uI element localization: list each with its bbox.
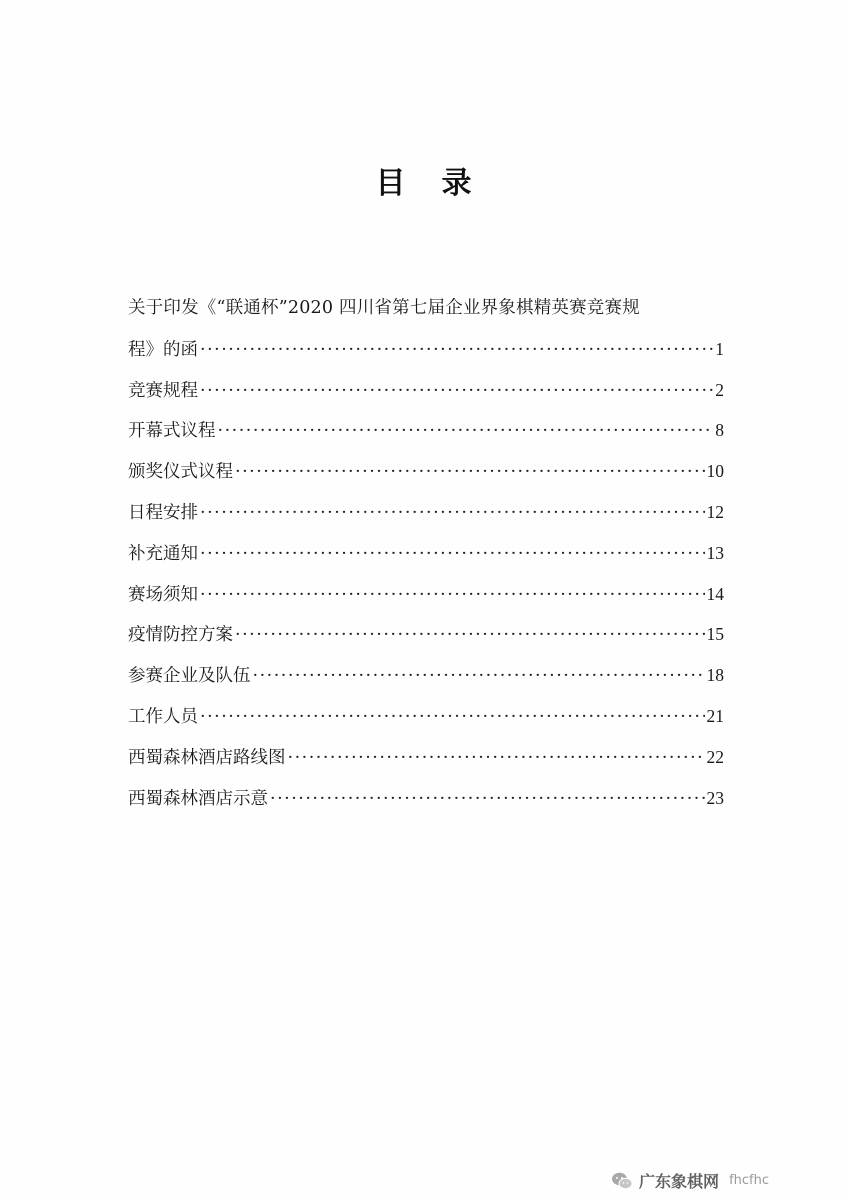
toc-entry [128,574,724,615]
toc-entry-label: 参赛企业及队伍 [128,666,251,687]
toc-leader-dots [200,534,705,575]
toc-entry-0-line1: 关于印发《“联通杯”2020 四川省第七届企业界象棋精英赛竞赛规 [128,298,640,318]
toc-leader-dots [235,615,705,656]
toc-entry-page: 12 [706,501,724,522]
toc-entry [128,451,724,492]
toc-leader-dots [200,697,705,738]
toc-entry-page: 22 [706,746,724,767]
table-of-contents [128,288,724,818]
title-char-2: 录 [441,166,474,201]
toc-entry-page: 2 [715,379,724,400]
toc-entry-label: 疫情防控方案 [128,625,233,646]
toc-leader-dots [200,493,705,534]
title-char-1: 目 [375,166,408,201]
toc-entry-label: 工作人员 [128,706,198,727]
toc-entry-page: 14 [706,583,724,604]
toc-leader-dots [270,779,705,820]
toc-entry [128,696,724,737]
toc-leader-dots [200,330,713,371]
toc-entry-label: 竞赛规程 [128,380,198,401]
toc-entry [128,737,724,778]
watermark [611,1169,769,1192]
toc-entry-label: 补充通知 [128,543,198,564]
toc-leader-dots [235,452,705,493]
toc-entry [128,614,724,655]
page-title [0,158,849,202]
toc-entry [128,370,724,411]
watermark-text: 广东象棋网 [639,1172,720,1191]
toc-entry-page: 1 [715,338,724,359]
toc-entry [128,655,724,696]
toc-entry-label: 颁奖仪式议程 [128,462,233,483]
toc-leader-dots [218,411,714,452]
toc-leader-dots [200,575,705,616]
toc-entry-page: 21 [706,705,724,726]
toc-entry-page: 10 [706,461,724,482]
toc-leader-dots [200,371,713,412]
toc-leader-dots [288,738,705,779]
toc-entry [128,492,724,533]
toc-entry-page: 15 [706,624,724,645]
wechat-icon [611,1171,633,1191]
toc-entry-label: 西蜀森林酒店示意 [128,788,268,809]
toc-entry [128,778,724,819]
toc-entry [128,410,724,451]
watermark-subtext: fhcfhc [729,1173,769,1188]
toc-entry-label: 西蜀森林酒店路线图 [128,747,286,768]
toc-entry-0 [128,329,724,370]
toc-entry-page: 13 [706,542,724,563]
toc-entry-page: 18 [706,665,724,686]
toc-entry-page: 8 [715,420,724,441]
toc-leader-dots [253,656,705,697]
toc-entry [128,533,724,574]
toc-entry-label: 程》的函 [128,339,198,360]
toc-entry-label: 日程安排 [128,502,198,523]
toc-entry-page: 23 [706,787,724,808]
toc-entry-label: 开幕式议程 [128,421,216,442]
toc-entry-label: 赛场须知 [128,584,198,605]
